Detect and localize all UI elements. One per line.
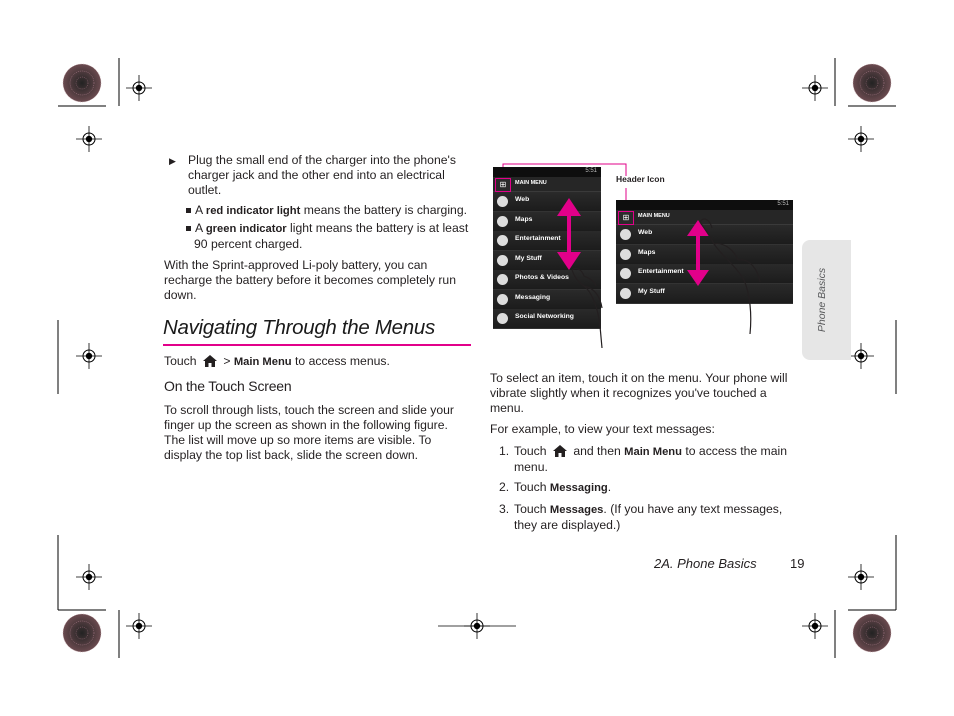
menu-item-label: My Stuff (515, 254, 542, 262)
double-arrow-icon (557, 198, 581, 270)
status-bar: 5:51 (616, 200, 793, 210)
figure (488, 158, 798, 358)
battery-paragraph: With the Sprint-approved Li-poly battery, you can recharge the battery before it becomes completely run down. (164, 258, 456, 302)
menu-item-label: Photos & Videos (515, 274, 569, 281)
step-1: 1. Touch and then Main Menu to access the main menu. (499, 444, 787, 474)
title-underline (163, 344, 471, 346)
finger-hand-icon (700, 219, 760, 334)
sub-bullet-green: A green indicator light means the battery is at least 90 percent charged. (186, 221, 474, 252)
main-menu-header-icon[interactable]: ⊞ (618, 211, 634, 225)
finger-hand-icon (572, 268, 602, 348)
menu-item-label: Entertainment (638, 268, 684, 275)
bullet-arrow-icon: ▶ (169, 156, 176, 166)
status-bar: 5:51 (493, 167, 601, 177)
menu-item-label: Messaging (515, 293, 551, 301)
page-number: 19 (790, 556, 805, 571)
menu-item-label: My Stuff (638, 287, 665, 295)
subheading: On the Touch Screen (164, 378, 292, 394)
header-icon-callout: Header Icon (616, 174, 665, 184)
menu-header: ⊞ MAIN MENU (616, 210, 793, 225)
sub-bullet-red: A red indicator light means the battery is charging. (186, 203, 476, 219)
scroll-gesture-overlay (488, 158, 798, 358)
menu-item-label: Maps (515, 215, 533, 223)
step-3: 3. Touch Messages. (If you have any text messages, they are displayed.) (499, 502, 783, 532)
side-tab-label: Phone Basics (816, 267, 828, 333)
square-bullet-icon (186, 208, 191, 213)
menu-item-label: Maps (638, 248, 656, 256)
main-menu-header-icon[interactable]: ⊞ (495, 178, 511, 192)
menu-item-label: Entertainment (515, 235, 561, 242)
step-2: 2. Touch Messaging. (499, 480, 612, 494)
bullet-text: Plug the small end of the charger into the phone's charger jack and the other end into an electrical outlet. (188, 153, 456, 197)
square-bullet-icon (186, 226, 191, 231)
menu-item-label: Social Networking (515, 313, 574, 320)
menu-header: ⊞ MAIN MENU (493, 177, 601, 192)
home-icon (552, 444, 568, 458)
touch-instruction: Touch > Main Menu to access menus. (164, 354, 390, 368)
footer-section: 2A. Phone Basics (654, 556, 757, 571)
example-paragraph: For example, to view your text messages: (490, 422, 715, 436)
select-paragraph: To select an item, touch it on the menu. Your phone will vibrate slightly when it recognizes you've touched a menu. (490, 371, 788, 415)
menu-item-label: Web (515, 196, 530, 203)
home-icon (202, 354, 218, 368)
scroll-paragraph: To scroll through lists, touch the screen and slide your finger up the screen as shown in the following figure. The list will move up so more items are visible. To display the top list back, slide the screen down. (164, 403, 454, 462)
menu-item-label: Web (638, 229, 653, 236)
section-title: Navigating Through the Menus (163, 316, 435, 339)
